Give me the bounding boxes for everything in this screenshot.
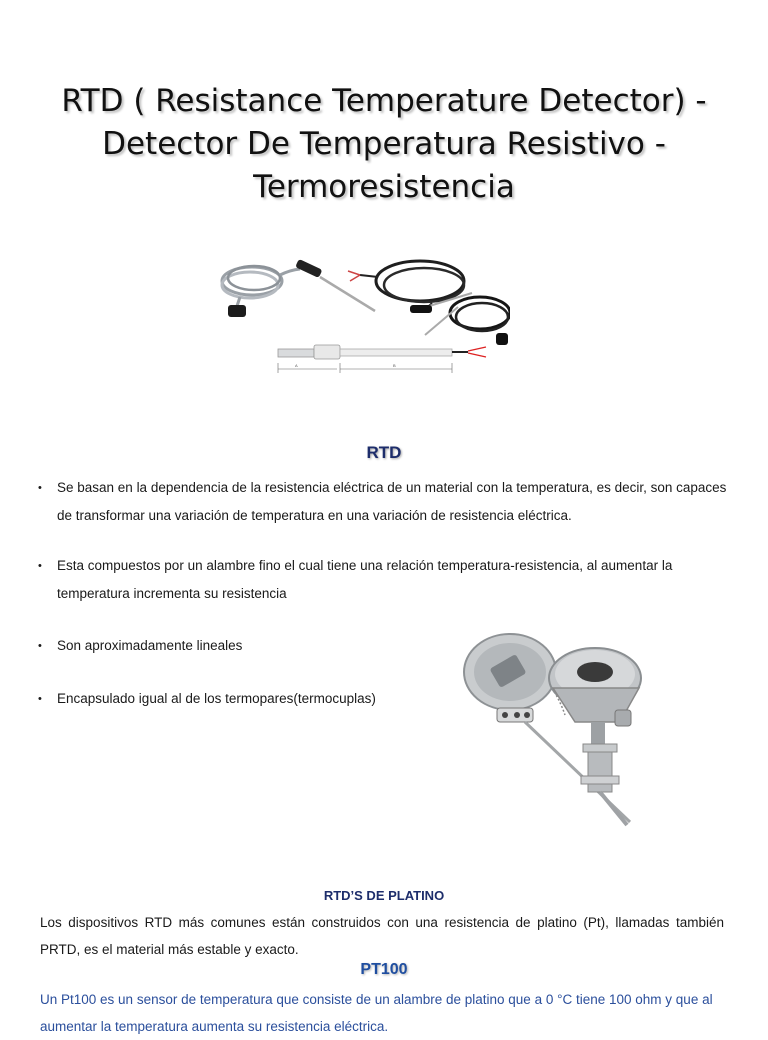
page-title: RTD ( Resistance Temperature Detector) - Detector De Temperatura Resistivo - Termoresistencia	[61, 83, 707, 205]
platino-heading: RTD’S DE PLATINO	[323, 888, 445, 903]
bullet-dot: •	[38, 482, 42, 494]
rtd-head-drawing	[455, 630, 705, 835]
dim-label-b: B	[393, 363, 396, 368]
straight-probe	[278, 345, 486, 373]
rtd-sensors-drawing	[210, 245, 510, 375]
bullet-text: Esta compuestos por un alambre fino el cual tiene una relación temperatura-resistencia, al aumentar la temperatura incrementa su resistencia	[57, 558, 673, 601]
closed-connection-head	[549, 648, 641, 825]
bullet-dot: •	[38, 693, 42, 705]
bullet-item	[38, 474, 738, 530]
bullet-text: Son aproximadamente lineales	[57, 638, 243, 653]
rtd-heading: RTD	[366, 443, 402, 462]
rtd-sensors-image	[210, 245, 510, 375]
grey-cable-probe	[222, 259, 375, 317]
bullet-text: Encapsulado igual al de los termopares(termocuplas)	[57, 691, 376, 706]
dim-label-a: A	[295, 363, 298, 368]
rtd-head-assembly-image	[455, 630, 705, 835]
platino-paragraph: Los dispositivos RTD más comunes están construidos con una resistencia de platino (Pt), llamadas también PRTD, es el material más estable y exacto.	[40, 915, 724, 957]
bullet-dot: •	[38, 560, 42, 572]
bullet-text: Se basan en la dependencia de la resistencia eléctrica de un material con la temperatura, es decir, son capaces de transformar una variación de temperatura en una variación de resistencia eléctrica.	[57, 480, 727, 523]
pt100-heading: PT100	[360, 961, 408, 978]
pt100-paragraph: Un Pt100 es un sensor de temperatura que consiste de un alambre de platino que a 0 °C tiene 100 ohm y que al aumentar la temperatura aumenta su resistencia eléctrica.	[40, 992, 713, 1034]
bullet-item	[38, 552, 738, 608]
bullet-dot: •	[38, 640, 42, 652]
